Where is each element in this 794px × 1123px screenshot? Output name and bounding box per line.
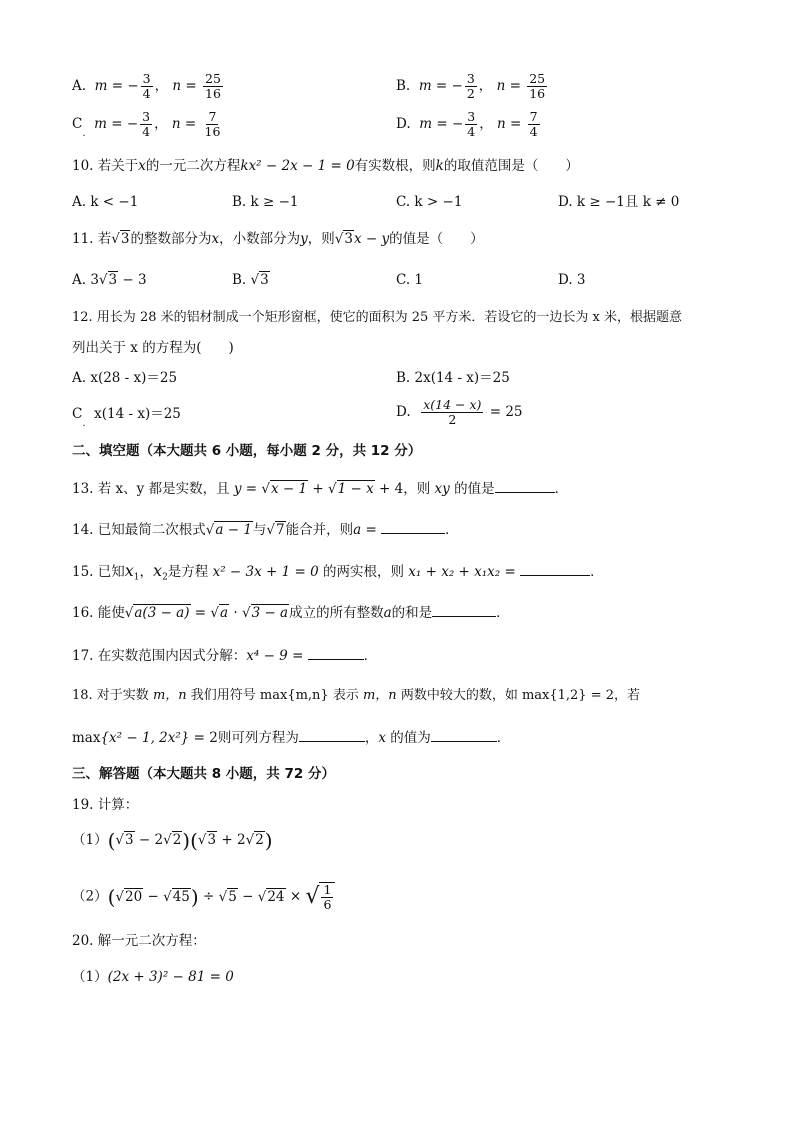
- radicand: x − 1: [271, 481, 308, 497]
- var: xy: [434, 481, 450, 497]
- var: a: [383, 605, 392, 621]
- radicand: 3: [108, 272, 118, 288]
- root: [111, 231, 120, 247]
- text: ．: [590, 564, 604, 580]
- text: 能合并，则: [285, 522, 354, 538]
- root: [246, 832, 255, 848]
- fraction: $\frac{25}{16}$: [205, 71, 221, 101]
- expression: x₁ + x₂ + x₁x₂ =: [408, 564, 521, 580]
- text: 有实数根，则: [354, 158, 436, 174]
- text: 10. 若关于: [72, 158, 139, 174]
- option-label: C: [72, 116, 83, 132]
- radicand: 1 − x: [337, 481, 374, 497]
- answer-blank[interactable]: [495, 478, 555, 493]
- radicand: a − 1: [215, 522, 252, 538]
- q12-option-c: [72, 404, 181, 429]
- q16: [72, 602, 734, 623]
- text: 的值是（ ）: [389, 231, 484, 247]
- expression: max{1,2} = 2: [521, 688, 615, 703]
- text: + 4，则: [374, 481, 435, 497]
- option-label: D.: [396, 116, 411, 132]
- text: 表示: [328, 688, 363, 703]
- radicand: 2: [255, 832, 264, 848]
- q10-option-d: D. k ≥ −1且 k ≠ 0: [558, 194, 680, 210]
- q19-part1: （1）(√ 3 − 2√ 2)(√ 3 + 2√ 2): [72, 830, 734, 851]
- text: max: [72, 730, 101, 746]
- radicand: 20: [125, 888, 143, 905]
- var: x: [138, 158, 146, 174]
- radicand: 7: [276, 522, 285, 538]
- q10-option-c: C. k > −1: [396, 194, 463, 210]
- text: 的值是: [449, 481, 495, 497]
- radicand: 3: [344, 231, 353, 247]
- text: 17. 在实数范围内因式分解：: [72, 648, 247, 664]
- var: k: [435, 158, 444, 174]
- root: [251, 272, 260, 288]
- text: − 2: [134, 832, 164, 848]
- q14: [72, 519, 734, 540]
- root: [115, 889, 124, 905]
- radicand: 3: [120, 231, 130, 247]
- text: =: [241, 481, 262, 497]
- text: 两数中较大的数，如: [396, 688, 522, 703]
- q12-option-b: B. 2x(14 - x)＝25: [396, 370, 510, 386]
- text: ÷: [198, 888, 219, 905]
- sign: −: [451, 116, 464, 132]
- radicand: 3: [260, 272, 269, 288]
- text: 与: [252, 522, 267, 538]
- option-label: A.: [72, 78, 87, 94]
- text: ，: [364, 730, 379, 746]
- q10-option-a: A. k < −1: [72, 194, 139, 210]
- root: [242, 605, 251, 621]
- section-heading-fill-in: 二、填空题（本大题共 6 小题，每小题 2 分，共 12 分）: [72, 443, 422, 459]
- var: x: [153, 561, 163, 580]
- text: 的两实根，则: [318, 564, 409, 580]
- text: 的一元二次方程: [145, 158, 241, 174]
- root: [198, 832, 207, 848]
- radicand: 2: [172, 832, 182, 848]
- sign: −: [451, 78, 463, 94]
- q10-option-b: B. k ≥ −1: [232, 194, 299, 210]
- sign: −: [126, 116, 139, 132]
- q11-option-a: [72, 270, 147, 290]
- text: 是方程: [167, 564, 213, 580]
- var: a: [353, 522, 362, 538]
- answer-blank[interactable]: [520, 561, 590, 576]
- answer-blank[interactable]: [299, 727, 365, 742]
- option-label: D.: [396, 404, 411, 420]
- radicand: 3: [125, 832, 134, 848]
- equation: x² − 3x + 1 = 0: [212, 564, 319, 580]
- text: =: [190, 605, 211, 621]
- section-heading-solve: 三、解答题（本大题共 8 小题，共 72 分）: [72, 766, 335, 782]
- var: y: [300, 231, 308, 247]
- text: ，小数部分为: [219, 231, 301, 247]
- root: [219, 889, 228, 905]
- text: ，: [139, 564, 154, 580]
- answer-blank[interactable]: [308, 645, 364, 660]
- text: 的取值范围是（ ）: [443, 158, 579, 174]
- answer-blank[interactable]: [431, 727, 497, 742]
- option-dot: .: [82, 128, 86, 139]
- text: 的值为: [385, 730, 431, 746]
- root-fraction: √ $\frac{1}{6}$: [305, 882, 335, 912]
- text: ，则: [307, 231, 335, 247]
- answer-blank[interactable]: [432, 602, 496, 617]
- radicand: 45: [172, 888, 190, 905]
- q12-option-a: A. x(28 - x)＝25: [72, 370, 178, 386]
- sign: −: [127, 78, 139, 94]
- q12-stem-line2: 列出关于 x 的方程为( ): [72, 340, 234, 356]
- text: x(14 - x)＝25: [94, 406, 181, 422]
- expression: max{m,n}: [259, 688, 329, 703]
- text: 我们用符号: [186, 688, 260, 703]
- text: 的和是: [391, 605, 433, 621]
- text: + 2: [217, 832, 246, 848]
- q15: [72, 561, 734, 588]
- fraction: $\frac{7}{16}$: [204, 109, 221, 139]
- q11-option-c: C. 1: [396, 272, 424, 288]
- expression: x − y: [353, 231, 390, 247]
- root: [261, 481, 270, 497]
- radicand: 24: [267, 888, 285, 905]
- q19-stem: 19. 计算：: [72, 797, 139, 813]
- q11-option-b: [232, 270, 270, 290]
- q13: [72, 478, 734, 499]
- text: ．: [363, 648, 378, 664]
- text: ．: [496, 730, 511, 746]
- var: m，n: [362, 688, 397, 703]
- q11-option-d: D. 3: [558, 272, 586, 288]
- subscript: 1: [133, 572, 140, 583]
- q18-line1: [72, 686, 734, 706]
- root: [163, 832, 172, 848]
- root: [328, 481, 337, 497]
- option-label: C: [72, 406, 83, 422]
- q9-option-d: D. m = − $\frac{3}{4}$ ， n = $\frac{7}{4}$: [396, 109, 538, 139]
- fraction: $\frac{3}{2}$: [466, 71, 475, 101]
- fraction: $\frac{3}{4}$: [467, 109, 476, 139]
- q9-option-b: B. m = − $\frac{3}{2}$ ， n = $\frac{25}{16}$: [396, 71, 546, 101]
- q9-option-c: $C_.$ m = − $\frac{3}{4}$ ， n = $\frac{7}{16}$: [72, 109, 221, 139]
- equation: kx² − 2x − 1 = 0: [240, 158, 355, 174]
- root: [99, 272, 108, 288]
- text: ，若: [614, 688, 641, 703]
- text: = 25: [489, 404, 523, 420]
- text: 则可列方程为: [217, 730, 299, 746]
- part-label: （1）: [72, 832, 108, 848]
- text: 13. 若 x、y 都是实数，且: [72, 481, 234, 497]
- q12-option-d: [396, 398, 523, 427]
- text: − 3: [118, 272, 147, 288]
- text: 11. 若: [72, 231, 112, 247]
- text: ．: [445, 522, 459, 538]
- answer-blank[interactable]: [381, 519, 445, 534]
- option-dot: .: [82, 418, 86, 429]
- radicand: 5: [228, 888, 237, 905]
- text: 18. 对于实数: [72, 688, 153, 703]
- q19-part2: （2）(√ 20 − √ 45) ÷ √ 5 − √ 24 × √ $\frac{1}{6}$: [72, 882, 734, 912]
- text: 的整数部分为: [130, 231, 212, 247]
- var: x: [124, 561, 134, 580]
- q12-stem-line1: 12. 用长为 28 米的铝材制成一个矩形窗框，使它的面积为 25 平方米．若设它的一边长为 x 米，根据题意: [72, 310, 683, 325]
- text: 成立的所有整数: [289, 605, 384, 621]
- var: m，n: [152, 688, 187, 703]
- q11-stem: [72, 229, 734, 249]
- q20-stem: 20. 解一元二次方程：: [72, 933, 206, 949]
- text: 15. 已知: [72, 564, 125, 580]
- expression: x⁴ − 9 =: [246, 648, 308, 664]
- part-label: （2）: [72, 888, 108, 905]
- radicand: 3: [207, 832, 217, 848]
- text: 14. 已知最简二次根式: [72, 522, 206, 538]
- text: = 2: [189, 730, 218, 746]
- text: 16. 能使: [72, 605, 125, 621]
- text: ·: [229, 605, 242, 621]
- q20-part1: [72, 967, 734, 987]
- fraction: $\frac{25}{16}$: [529, 71, 546, 101]
- option-label: B.: [396, 78, 411, 94]
- subscript: 2: [162, 572, 168, 583]
- text: −: [237, 888, 258, 905]
- text: ．: [554, 481, 569, 497]
- q10-stem: [72, 156, 734, 176]
- var: x: [378, 730, 386, 746]
- radicand: a(3 − a): [134, 605, 190, 621]
- q17: [72, 645, 734, 666]
- radicand: 3 − a: [251, 605, 289, 621]
- var: y: [233, 481, 242, 497]
- text: ．: [496, 605, 510, 621]
- root: [210, 605, 219, 621]
- equation: (2x + 3)² − 81 = 0: [107, 969, 234, 985]
- var: x: [211, 231, 220, 247]
- text: ×: [285, 888, 306, 905]
- expression: {x² − 1, 2x²}: [100, 730, 190, 746]
- q9-option-a: A. m = − $\frac{3}{4}$ ， n = $\frac{25}{16}$: [72, 71, 221, 101]
- fraction: $\frac{x(14 - x)}{2}$: [423, 397, 482, 427]
- root: [266, 522, 275, 538]
- text: +: [308, 481, 329, 497]
- fraction: $\frac{3}{4}$: [142, 71, 151, 101]
- fraction: $\frac{7}{4}$: [529, 109, 538, 139]
- radicand: a: [220, 605, 229, 621]
- text: B.: [232, 272, 251, 288]
- part-label: （1）: [72, 969, 108, 985]
- root: [115, 832, 124, 848]
- q18-line2: [72, 727, 734, 748]
- fraction: $\frac{3}{4}$: [142, 109, 151, 139]
- text: =: [361, 522, 382, 538]
- text: A. 3: [72, 272, 99, 288]
- text: −: [143, 888, 164, 905]
- root: [163, 889, 172, 905]
